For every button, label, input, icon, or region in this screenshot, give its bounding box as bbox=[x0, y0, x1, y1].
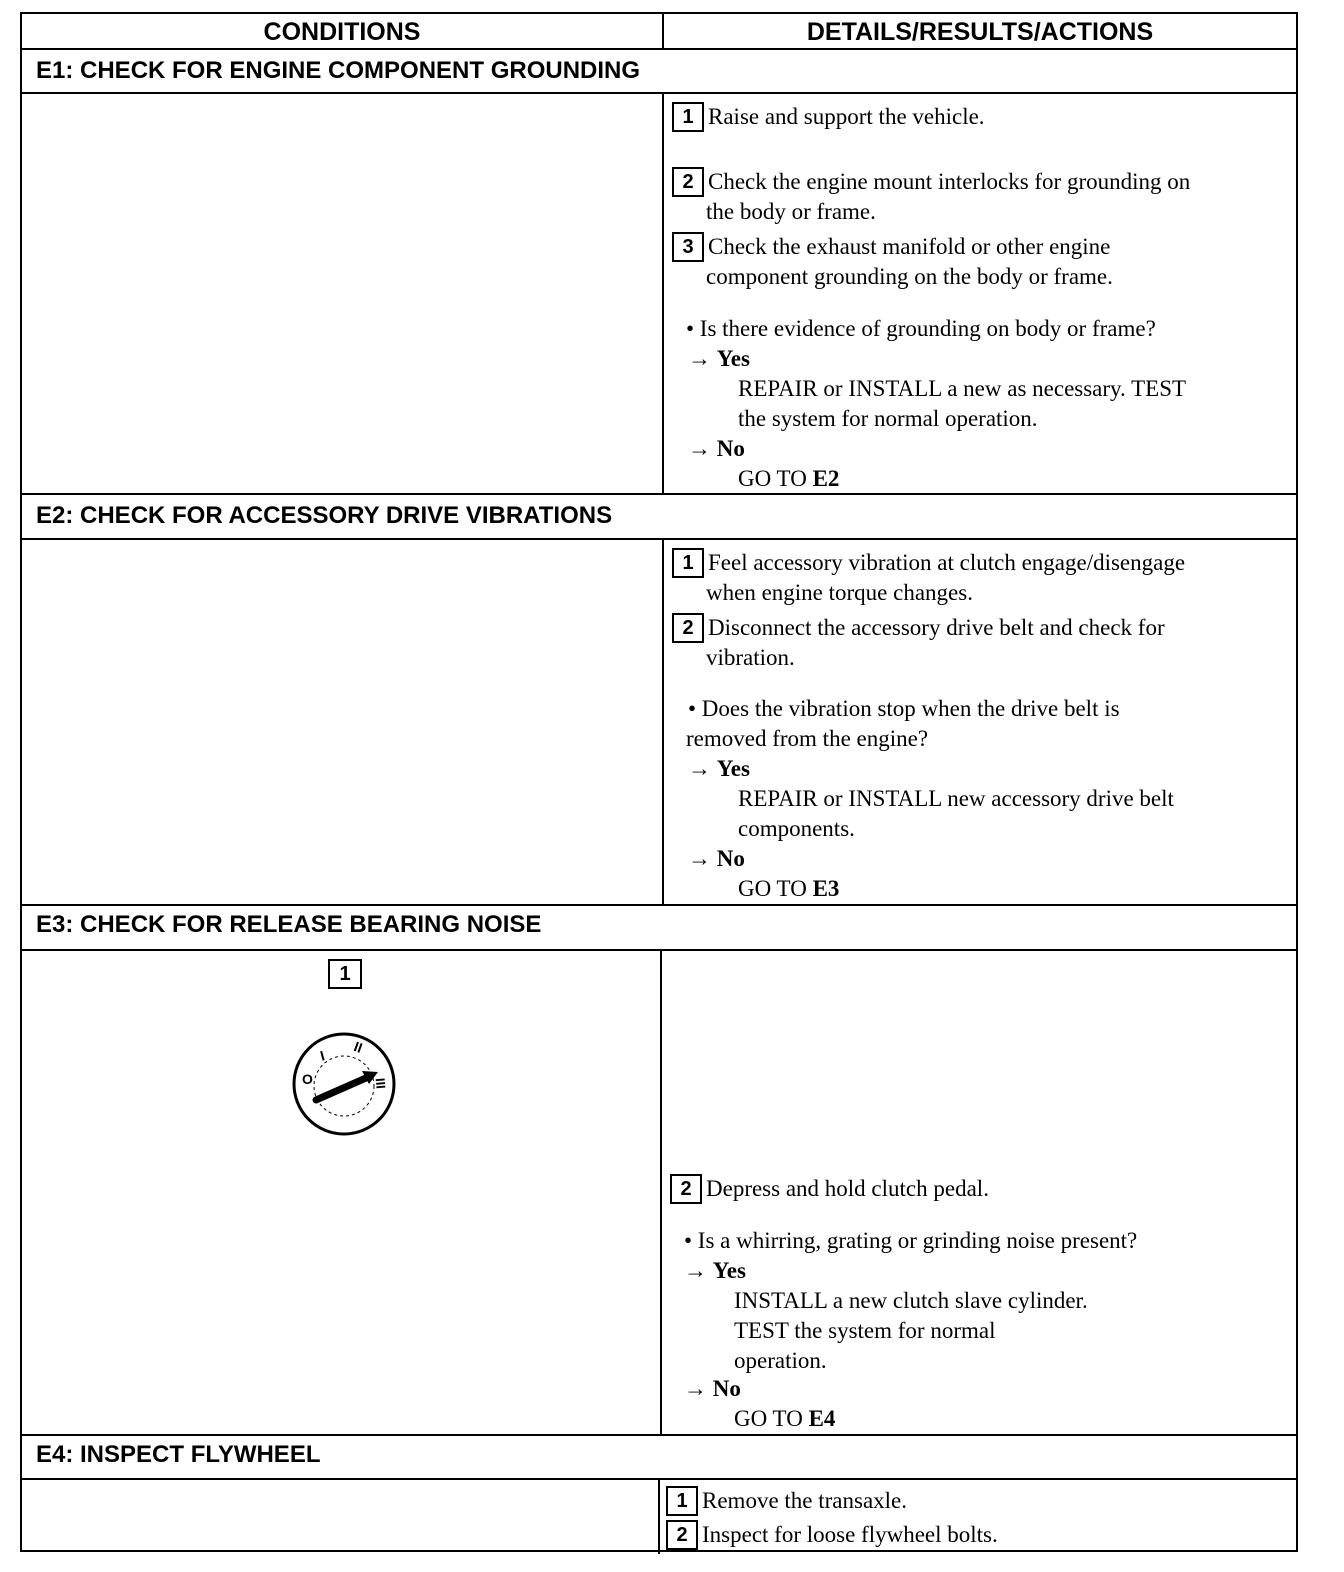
column-divider bbox=[658, 1478, 660, 1554]
column-header-details: DETAILS/RESULTS/ACTIONS bbox=[806, 18, 1154, 46]
step-number: 1 bbox=[666, 1486, 698, 1516]
section-title-e3: E3: CHECK FOR RELEASE BEARING NOISE bbox=[36, 911, 542, 938]
e1-yes bbox=[688, 344, 1186, 434]
ignition-label-on: II bbox=[351, 1038, 365, 1056]
e3-step-2 bbox=[670, 1174, 1290, 1204]
step-text: Remove the transaxle. bbox=[702, 1488, 908, 1513]
step-text: the body or frame. bbox=[706, 199, 876, 224]
arrow-icon: → bbox=[684, 1376, 707, 1401]
e1-step-2 bbox=[672, 167, 1292, 227]
rule bbox=[22, 92, 1296, 94]
ignition-label-start: III bbox=[372, 1077, 389, 1090]
e1-step-1 bbox=[672, 102, 1292, 132]
e4-step-1 bbox=[666, 1486, 1286, 1516]
e3-yes bbox=[684, 1256, 1088, 1376]
rule bbox=[22, 904, 1296, 906]
goto-text bbox=[738, 874, 839, 904]
action-text: INSTALL a new clutch slave cylinder. bbox=[734, 1288, 1088, 1313]
goto-label: GO TO bbox=[734, 1406, 803, 1431]
step-text: Depress and hold clutch pedal. bbox=[706, 1176, 989, 1201]
yes-label: Yes bbox=[712, 1258, 746, 1283]
section-title-e4: E4: INSPECT FLYWHEEL bbox=[36, 1441, 321, 1468]
section-title-e1: E1: CHECK FOR ENGINE COMPONENT GROUNDING bbox=[36, 57, 641, 84]
illustration-callout: 1 bbox=[328, 959, 362, 989]
e2-question bbox=[688, 694, 1288, 754]
question-text: • Does the vibration stop when the drive belt is bbox=[688, 696, 1120, 721]
step-text: Feel accessory vibration at clutch engage/disengage bbox=[708, 550, 1186, 575]
step-text: Check the engine mount interlocks for grounding on bbox=[708, 169, 1191, 194]
step-text: vibration. bbox=[706, 645, 795, 670]
e1-step-3 bbox=[672, 232, 1292, 292]
step-number: 2 bbox=[672, 167, 704, 197]
goto-label: GO TO bbox=[738, 466, 807, 491]
step-text: when engine torque changes. bbox=[706, 580, 973, 605]
step-text: Inspect for loose flywheel bolts. bbox=[702, 1522, 998, 1547]
goto-target: E3 bbox=[812, 876, 840, 901]
goto-text bbox=[734, 1404, 835, 1434]
action-text: components. bbox=[738, 816, 855, 841]
action-text: TEST the system for normal bbox=[734, 1318, 996, 1343]
question-text: removed from the engine? bbox=[686, 726, 929, 751]
step-text: component grounding on the body or frame. bbox=[706, 264, 1113, 289]
e2-no bbox=[688, 844, 839, 904]
step-text: Check the exhaust manifold or other engine bbox=[708, 234, 1111, 259]
e2-yes bbox=[688, 754, 1174, 844]
step-number: 2 bbox=[670, 1174, 702, 1204]
arrow-icon: → bbox=[684, 1258, 707, 1283]
ignition-label-acc: I bbox=[318, 1047, 327, 1064]
step-number: 2 bbox=[666, 1520, 698, 1550]
goto-target: E2 bbox=[812, 466, 840, 491]
e2-step-1 bbox=[672, 548, 1292, 608]
step-text: Disconnect the accessory drive belt and check for bbox=[708, 615, 1165, 640]
ignition-label-off: O bbox=[302, 1071, 313, 1087]
action-text: operation. bbox=[734, 1348, 827, 1373]
column-divider bbox=[660, 949, 662, 1435]
step-number: 1 bbox=[672, 102, 704, 132]
rule bbox=[22, 949, 1296, 951]
yes-label: Yes bbox=[716, 346, 750, 371]
column-divider bbox=[662, 92, 664, 494]
no-label: No bbox=[716, 436, 745, 461]
step-text: Raise and support the vehicle. bbox=[708, 104, 985, 129]
diagnostic-table bbox=[20, 12, 1298, 1552]
arrow-icon: → bbox=[688, 756, 711, 781]
rule bbox=[22, 1434, 1296, 1436]
arrow-icon: → bbox=[688, 846, 711, 871]
e3-question: • Is a whirring, grating or grinding noise present? bbox=[684, 1228, 1138, 1253]
action-text: the system for normal operation. bbox=[738, 406, 1038, 431]
action-text: REPAIR or INSTALL new accessory drive belt bbox=[738, 786, 1174, 811]
step-number: 2 bbox=[672, 613, 704, 643]
e2-step-2 bbox=[672, 613, 1292, 673]
e4-step-2 bbox=[666, 1520, 1286, 1550]
column-divider bbox=[662, 14, 664, 50]
rule bbox=[22, 538, 1296, 540]
no-label: No bbox=[716, 846, 745, 871]
step-number: 3 bbox=[672, 232, 704, 262]
ignition-switch-icon bbox=[284, 1024, 404, 1140]
goto-target: E4 bbox=[808, 1406, 836, 1431]
action-text: REPAIR or INSTALL a new as necessary. TEST bbox=[738, 376, 1187, 401]
arrow-icon: → bbox=[688, 436, 711, 461]
step-number: 1 bbox=[672, 548, 704, 578]
e1-question: • Is there evidence of grounding on body or frame? bbox=[686, 316, 1156, 341]
rule bbox=[22, 48, 1296, 50]
no-label: No bbox=[712, 1376, 741, 1401]
section-title-e2: E2: CHECK FOR ACCESSORY DRIVE VIBRATIONS bbox=[36, 502, 613, 529]
rule bbox=[22, 493, 1296, 495]
goto-text bbox=[738, 464, 839, 494]
arrow-icon: → bbox=[688, 346, 711, 371]
column-header-conditions: CONDITIONS bbox=[263, 18, 421, 46]
e3-no bbox=[684, 1374, 835, 1434]
yes-label: Yes bbox=[716, 756, 750, 781]
goto-label: GO TO bbox=[738, 876, 807, 901]
e1-no bbox=[688, 434, 839, 494]
column-divider bbox=[662, 538, 664, 905]
